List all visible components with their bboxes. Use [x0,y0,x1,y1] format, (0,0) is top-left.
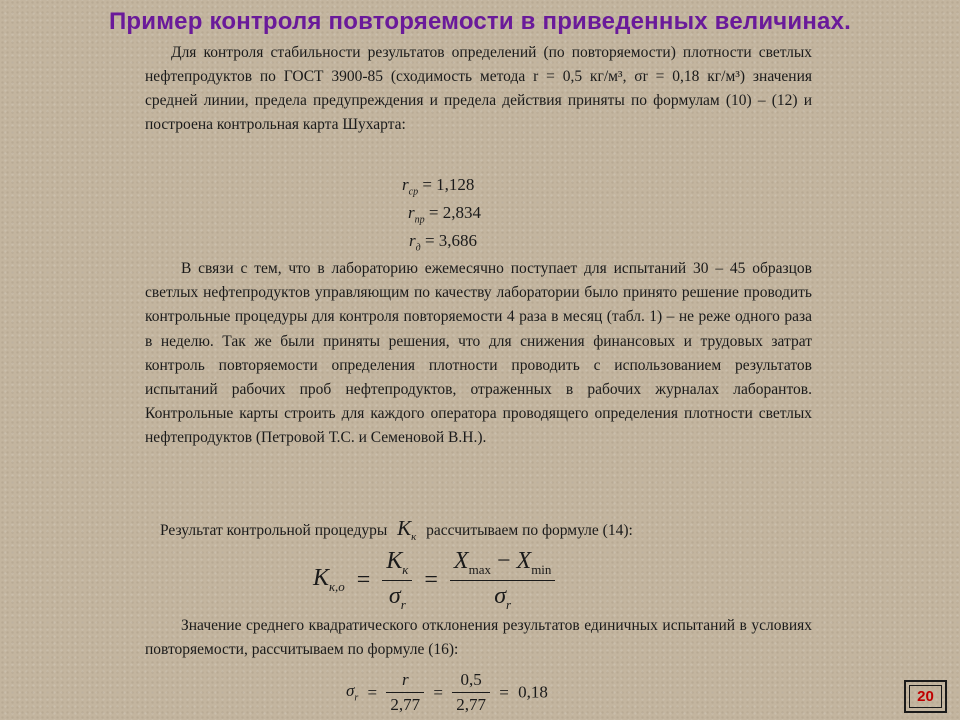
paragraph-std-deviation: Значение среднего квадратического отклонения результатов единичных испытаний в условиях повторяемости, рассчитываем по формуле (16): [145,617,812,658]
paragraph-intro: Для контроля стабильности результатов определений (по повторяемости) плотности светлых нефтепродуктов по ГОСТ 3900-85 (сходимость метода r = 0,5 кг/м³, σr = 0,18 кг/м³) значения средней линии, предела предупреждения и предела действия приняты по формулам (10) – (12) и построена контрольная карта Шухарта: [145,44,812,133]
page-number-box [904,680,947,713]
paragraph-control-result [160,516,633,543]
page-number: 20 [909,685,942,708]
symbol-kk: $К_к$ [397,516,417,544]
control-result-text: Результат контрольной процедуры [160,522,388,539]
equation-r-average: $r_{ср} = 1,128$ [402,175,475,198]
formula-16: $\sigma_r$ = $\frac{r}{2,77}$ = $\frac{0,5}{2,77}$ = 0,18 [346,670,548,714]
equation-r-action-limit: $r_д = 3,686$ [409,231,478,254]
control-result-formula-ref: рассчитываем по формуле (14): [426,522,633,539]
paragraph-decision: В связи с тем, что в лабораторию ежемесячно поступает для испытаний 30 – 45 образцов светлых нефтепродуктов управляющим по качеству лаборатории было принято решение проводить контрольные процедуры для контроля повторяемости 4 раза в месяц (табл. 1) – не реже одного раза в неделю. Так же были приняты решения, что для снижения финансовых и трудовых затрат контроль повторяемости определения плотности проводить с использованием результатов испытаний рабочих проб нефтепродуктов, отраженных в рабочих журналах лаборантов. Контрольные карты строить для каждого оператора проводящего определения плотности светлых нефтепродуктов (Петровой Т.С. и Семеновой В.Н.). [145,260,812,447]
equation-r-warning-limit: $r_{пр} = 2,834$ [408,203,481,226]
formula-14: $К_{к,о}$ = $\frac{К_к}{\sigma_r}$ = $\frac{X_{max} - X_{min}}{\sigma_r}$ [313,548,555,613]
slide-title: Пример контроля повторяемости в приведенных величинах. [108,8,852,35]
